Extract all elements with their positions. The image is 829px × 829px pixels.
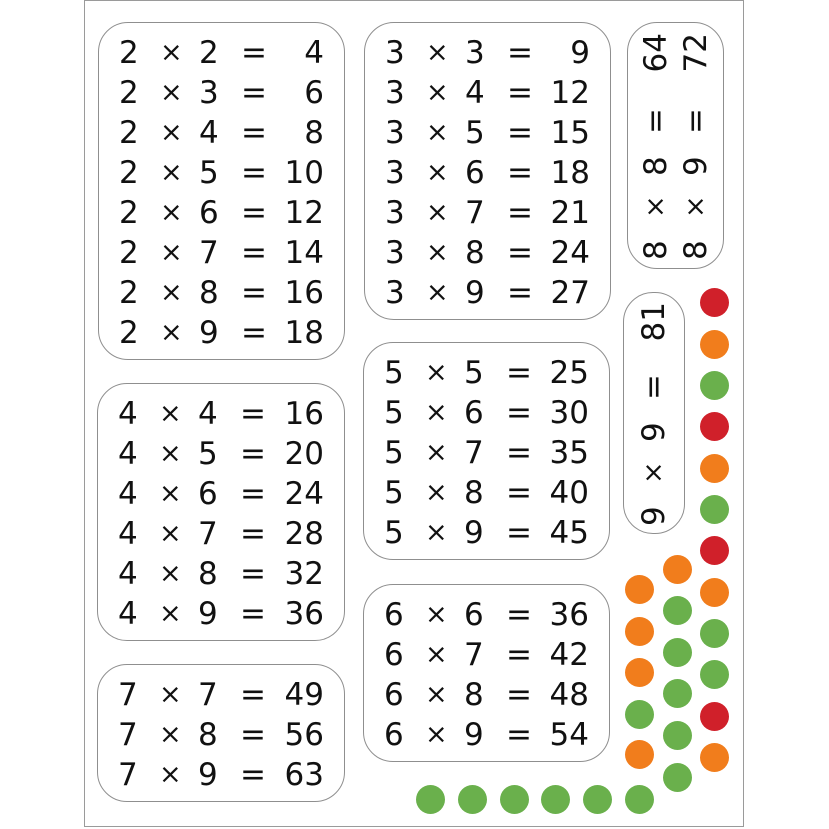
equals-sign: = xyxy=(678,108,714,134)
factor-b: 9 xyxy=(678,156,714,176)
equals-sign: = xyxy=(506,677,532,713)
dot-sticker xyxy=(625,740,654,769)
factor-b: 6 xyxy=(464,597,484,633)
times-sign: × xyxy=(426,157,449,188)
table-card-3 xyxy=(364,22,611,320)
equals-sign: = xyxy=(636,374,672,400)
table-card-9 xyxy=(623,292,685,534)
rotated-equations xyxy=(634,302,676,526)
equation-row xyxy=(364,635,609,675)
dot-sticker xyxy=(663,596,692,625)
factor-a: 2 xyxy=(119,75,139,111)
product: 27 xyxy=(550,275,590,311)
equals-sign: = xyxy=(506,637,532,673)
dot-sticker xyxy=(700,743,729,772)
times-sign: × xyxy=(425,357,448,388)
factor-b: 4 xyxy=(465,75,485,111)
factor-b: 6 xyxy=(199,195,219,231)
times-sign: × xyxy=(159,398,182,429)
times-sign: × xyxy=(425,397,448,428)
product: 24 xyxy=(284,476,324,512)
product: 36 xyxy=(549,597,589,633)
factor-b: 2 xyxy=(199,35,219,71)
equals-sign: = xyxy=(507,155,533,191)
dot-sticker xyxy=(700,330,729,359)
product: 12 xyxy=(550,75,590,111)
times-sign: × xyxy=(159,518,182,549)
equals-sign: = xyxy=(241,115,267,151)
factor-b: 7 xyxy=(465,195,485,231)
times-sign: × xyxy=(425,477,448,508)
equation-row xyxy=(98,594,344,634)
equals-sign: = xyxy=(506,597,532,633)
factor-a: 2 xyxy=(119,235,139,271)
factor-b: 5 xyxy=(464,355,484,391)
factor-a: 4 xyxy=(118,396,138,432)
equation-row xyxy=(365,153,610,193)
dot-sticker xyxy=(700,495,729,524)
times-sign: × xyxy=(425,639,448,670)
rotated-equations xyxy=(636,33,718,260)
table-card-8 xyxy=(627,22,724,269)
factor-a: 3 xyxy=(385,115,405,151)
equals-sign: = xyxy=(240,757,266,793)
equals-sign: = xyxy=(506,717,532,753)
factor-b: 7 xyxy=(199,235,219,271)
factor-a: 5 xyxy=(384,435,404,471)
times-sign: × xyxy=(640,195,671,218)
factor-a: 7 xyxy=(118,677,138,713)
product: 63 xyxy=(284,757,324,793)
product: 30 xyxy=(549,395,589,431)
equals-sign: = xyxy=(241,315,267,351)
factor-a: 5 xyxy=(384,355,404,391)
times-sign: × xyxy=(426,197,449,228)
factor-b: 6 xyxy=(465,155,485,191)
dot-sticker xyxy=(700,412,729,441)
product: 81 xyxy=(636,302,672,342)
equation-row xyxy=(99,73,344,113)
equation-row xyxy=(365,33,610,73)
factor-a: 5 xyxy=(384,475,404,511)
equals-sign: = xyxy=(240,436,266,472)
equation-row xyxy=(364,675,609,715)
product: 8 xyxy=(304,115,324,151)
dot-sticker xyxy=(416,785,445,814)
factor-a: 2 xyxy=(119,115,139,151)
factor-b: 3 xyxy=(465,35,485,71)
factor-a: 4 xyxy=(118,596,138,632)
times-sign: × xyxy=(160,237,183,268)
equals-sign: = xyxy=(506,475,532,511)
factor-a: 4 xyxy=(118,436,138,472)
factor-b: 9 xyxy=(465,275,485,311)
product: 24 xyxy=(550,235,590,271)
times-sign: × xyxy=(159,438,182,469)
table-card-5 xyxy=(363,342,610,560)
product: 64 xyxy=(638,33,674,73)
equals-sign: = xyxy=(507,235,533,271)
equation-row xyxy=(99,33,344,73)
dot-sticker xyxy=(625,617,654,646)
factor-a: 8 xyxy=(638,240,674,260)
dot-sticker xyxy=(700,536,729,565)
dot-sticker xyxy=(700,454,729,483)
equals-sign: = xyxy=(507,35,533,71)
factor-b: 9 xyxy=(636,422,672,442)
dot-sticker xyxy=(663,638,692,667)
factor-b: 3 xyxy=(199,75,219,111)
factor-a: 3 xyxy=(385,235,405,271)
equation-row xyxy=(364,513,609,553)
equals-sign: = xyxy=(240,556,266,592)
equals-sign: = xyxy=(241,35,267,71)
dot-sticker xyxy=(663,679,692,708)
equals-sign: = xyxy=(506,395,532,431)
table-card-6 xyxy=(363,584,610,762)
factor-a: 5 xyxy=(384,395,404,431)
equals-sign: = xyxy=(506,355,532,391)
table-card-2 xyxy=(98,22,345,360)
factor-b: 7 xyxy=(464,637,484,673)
factor-b: 5 xyxy=(199,155,219,191)
product: 10 xyxy=(284,155,324,191)
product: 42 xyxy=(549,637,589,673)
times-sign: × xyxy=(425,599,448,630)
equation-row xyxy=(99,193,344,233)
times-sign: × xyxy=(160,77,183,108)
times-sign: × xyxy=(159,598,182,629)
dot-sticker xyxy=(700,660,729,689)
product: 25 xyxy=(549,355,589,391)
times-sign: × xyxy=(160,317,183,348)
factor-b: 4 xyxy=(199,115,219,151)
factor-a: 2 xyxy=(119,195,139,231)
dot-sticker xyxy=(625,575,654,604)
equation-row xyxy=(636,33,676,260)
factor-b: 6 xyxy=(198,476,218,512)
product: 32 xyxy=(284,556,324,592)
equation-row xyxy=(99,273,344,313)
factor-b: 8 xyxy=(199,275,219,311)
equals-sign: = xyxy=(240,677,266,713)
equation-row xyxy=(98,554,344,594)
factor-a: 8 xyxy=(678,240,714,260)
product: 4 xyxy=(304,35,324,71)
dot-sticker xyxy=(625,658,654,687)
equation-row xyxy=(364,715,609,755)
product: 16 xyxy=(284,396,324,432)
factor-b: 9 xyxy=(198,596,218,632)
product: 14 xyxy=(284,235,324,271)
factor-b: 8 xyxy=(198,556,218,592)
factor-a: 2 xyxy=(119,315,139,351)
equals-sign: = xyxy=(507,275,533,311)
factor-a: 4 xyxy=(118,476,138,512)
product: 56 xyxy=(284,717,324,753)
factor-b: 7 xyxy=(198,516,218,552)
equals-sign: = xyxy=(507,115,533,151)
factor-b: 8 xyxy=(198,717,218,753)
equals-sign: = xyxy=(241,275,267,311)
times-sign: × xyxy=(425,517,448,548)
equation-row xyxy=(364,595,609,635)
equation-row xyxy=(99,313,344,353)
equals-sign: = xyxy=(507,195,533,231)
times-sign: × xyxy=(426,117,449,148)
product: 20 xyxy=(284,436,324,472)
product: 9 xyxy=(570,35,590,71)
equation-row xyxy=(364,433,609,473)
equation-row xyxy=(98,394,344,434)
equals-sign: = xyxy=(507,75,533,111)
product: 35 xyxy=(549,435,589,471)
product: 36 xyxy=(284,596,324,632)
dot-sticker xyxy=(700,288,729,317)
factor-a: 7 xyxy=(118,757,138,793)
equation-row xyxy=(365,273,610,313)
dot-sticker xyxy=(663,763,692,792)
equation-row xyxy=(98,434,344,474)
product: 45 xyxy=(549,515,589,551)
equals-sign: = xyxy=(506,515,532,551)
equation-row xyxy=(98,474,344,514)
equation-row xyxy=(99,113,344,153)
times-sign: × xyxy=(160,197,183,228)
equation-row xyxy=(98,675,344,715)
table-card-4 xyxy=(97,383,345,641)
product: 28 xyxy=(284,516,324,552)
factor-b: 9 xyxy=(199,315,219,351)
times-sign: × xyxy=(160,157,183,188)
factor-a: 2 xyxy=(119,155,139,191)
product: 15 xyxy=(550,115,590,151)
factor-a: 5 xyxy=(384,515,404,551)
factor-b: 4 xyxy=(198,396,218,432)
dot-sticker xyxy=(663,721,692,750)
dot-sticker xyxy=(500,785,529,814)
factor-a: 2 xyxy=(119,35,139,71)
factor-a: 3 xyxy=(385,195,405,231)
times-sign: × xyxy=(159,679,182,710)
times-sign: × xyxy=(160,277,183,308)
factor-b: 9 xyxy=(464,515,484,551)
product: 54 xyxy=(549,717,589,753)
equals-sign: = xyxy=(241,155,267,191)
factor-b: 8 xyxy=(465,235,485,271)
equals-sign: = xyxy=(240,717,266,753)
factor-b: 6 xyxy=(464,395,484,431)
equals-sign: = xyxy=(240,476,266,512)
equation-row xyxy=(98,514,344,554)
product: 72 xyxy=(678,33,714,73)
times-sign: × xyxy=(425,437,448,468)
factor-b: 8 xyxy=(464,475,484,511)
product: 12 xyxy=(284,195,324,231)
dot-sticker xyxy=(541,785,570,814)
times-sign: × xyxy=(160,117,183,148)
factor-a: 6 xyxy=(384,597,404,633)
times-sign: × xyxy=(159,478,182,509)
times-sign: × xyxy=(159,759,182,790)
factor-a: 7 xyxy=(118,717,138,753)
times-sign: × xyxy=(425,719,448,750)
product: 6 xyxy=(304,75,324,111)
product: 40 xyxy=(549,475,589,511)
times-sign: × xyxy=(638,461,669,484)
times-sign: × xyxy=(159,719,182,750)
equation-row xyxy=(365,233,610,273)
product: 21 xyxy=(550,195,590,231)
factor-a: 4 xyxy=(118,516,138,552)
factor-b: 7 xyxy=(464,435,484,471)
equation-row xyxy=(364,473,609,513)
equals-sign: = xyxy=(241,75,267,111)
equation-row xyxy=(634,302,674,526)
times-sign: × xyxy=(426,237,449,268)
equals-sign: = xyxy=(241,235,267,271)
equation-row xyxy=(99,233,344,273)
factor-a: 6 xyxy=(384,717,404,753)
product: 18 xyxy=(550,155,590,191)
factor-b: 9 xyxy=(464,717,484,753)
factor-b: 5 xyxy=(465,115,485,151)
product: 49 xyxy=(284,677,324,713)
factor-a: 3 xyxy=(385,155,405,191)
equation-row xyxy=(98,755,344,795)
equals-sign: = xyxy=(506,435,532,471)
factor-a: 4 xyxy=(118,556,138,592)
factor-a: 9 xyxy=(636,506,672,526)
factor-a: 3 xyxy=(385,75,405,111)
factor-a: 6 xyxy=(384,677,404,713)
equation-row xyxy=(98,715,344,755)
factor-b: 9 xyxy=(198,757,218,793)
factor-a: 3 xyxy=(385,275,405,311)
factor-a: 3 xyxy=(385,35,405,71)
times-sign: × xyxy=(426,37,449,68)
product: 48 xyxy=(549,677,589,713)
dot-sticker xyxy=(700,702,729,731)
times-sign: × xyxy=(426,277,449,308)
equation-row xyxy=(364,353,609,393)
factor-a: 6 xyxy=(384,637,404,673)
dot-sticker xyxy=(700,371,729,400)
equals-sign: = xyxy=(241,195,267,231)
table-card-7 xyxy=(97,664,345,802)
equation-row xyxy=(676,33,716,260)
dot-sticker xyxy=(625,785,654,814)
times-sign: × xyxy=(159,558,182,589)
equation-row xyxy=(365,193,610,233)
product: 16 xyxy=(284,275,324,311)
dot-sticker xyxy=(700,578,729,607)
equation-row xyxy=(365,73,610,113)
product: 18 xyxy=(284,315,324,351)
factor-b: 5 xyxy=(198,436,218,472)
equals-sign: = xyxy=(240,396,266,432)
equals-sign: = xyxy=(638,108,674,134)
factor-a: 2 xyxy=(119,275,139,311)
factor-b: 8 xyxy=(638,156,674,176)
times-sign: × xyxy=(425,679,448,710)
equation-row xyxy=(364,393,609,433)
dot-sticker xyxy=(458,785,487,814)
dot-sticker xyxy=(663,555,692,584)
dot-sticker xyxy=(625,700,654,729)
equation-row xyxy=(99,153,344,193)
times-sign: × xyxy=(680,195,711,218)
factor-b: 7 xyxy=(198,677,218,713)
equals-sign: = xyxy=(240,596,266,632)
times-sign: × xyxy=(426,77,449,108)
dot-sticker xyxy=(700,619,729,648)
equation-row xyxy=(365,113,610,153)
factor-b: 8 xyxy=(464,677,484,713)
dot-sticker xyxy=(583,785,612,814)
equals-sign: = xyxy=(240,516,266,552)
times-sign: × xyxy=(160,37,183,68)
